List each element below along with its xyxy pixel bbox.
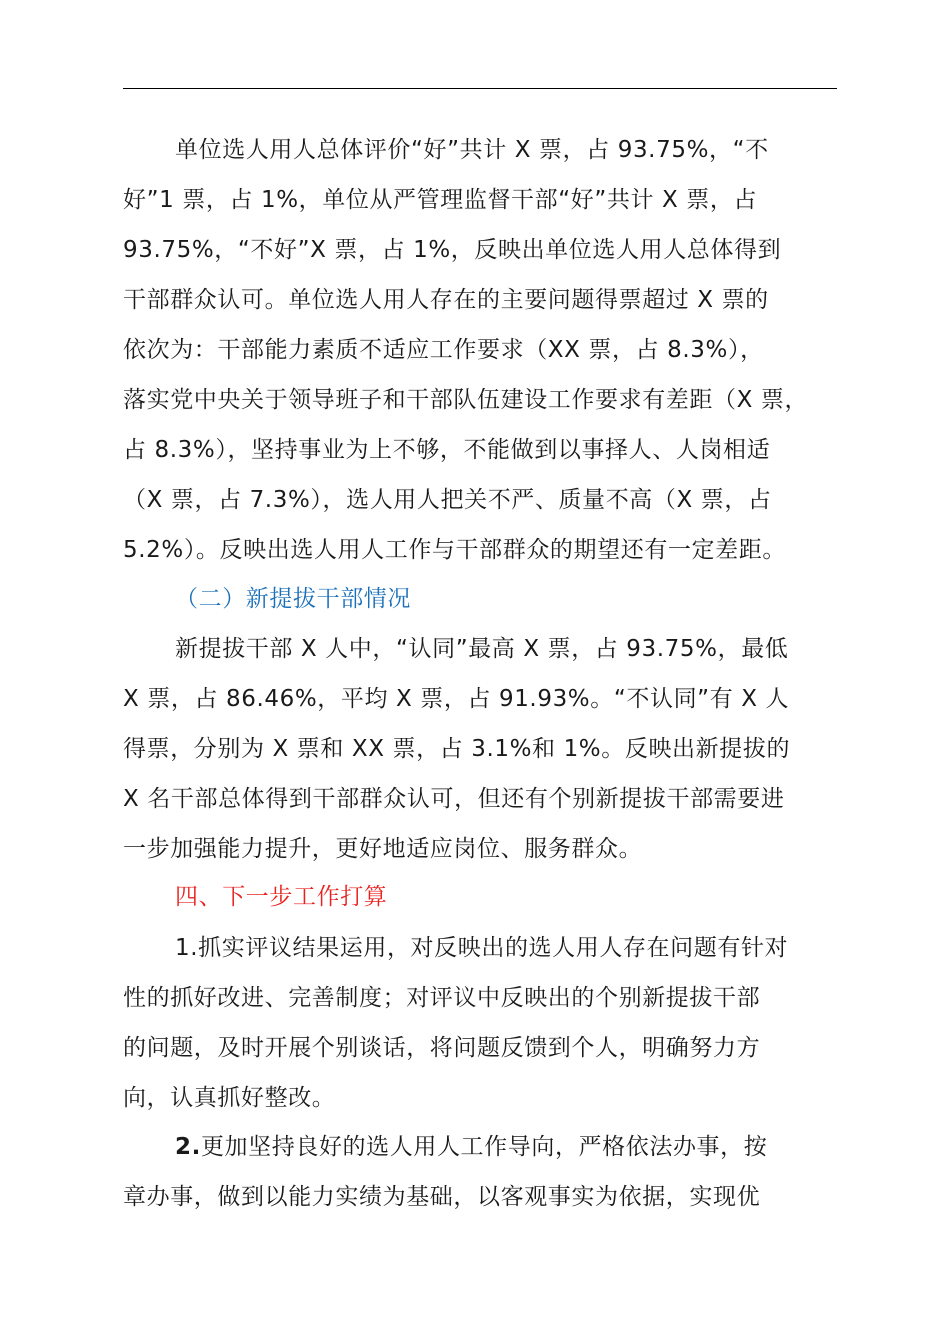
paragraph-line: 占 8.3%），坚持事业为上不够，不能做到以事择人、人岗相适 (123, 437, 771, 463)
paragraph-line: 5.2%）。反映出选人用人工作与干部群众的期望还有一定差距。 (123, 537, 786, 563)
item-text: 更加坚持良好的选人用人工作导向，严格依法办事，按 (200, 1134, 768, 1160)
paragraph-line: 性的抓好改进、完善制度；对评议中反映出的个别新提拔干部 (123, 985, 761, 1011)
paragraph-line: 单位选人用人总体评价“好”共计 X 票，占 93.75%，“不 (175, 137, 769, 163)
paragraph-line: 得票，分别为 X 票和 XX 票，占 3.1%和 1%。反映出新提拔的 (123, 736, 791, 762)
paragraph-line: 好”1 票，占 1%，单位从严管理监督干部“好”共计 X 票，占 (123, 187, 758, 213)
paragraph-line: 的问题，及时开展个别谈话，将问题反馈到个人，明确努力方 (123, 1035, 761, 1061)
section-heading-new-cadres: （二）新提拔干部情况 (175, 586, 411, 612)
paragraph-line: 依次为：干部能力素质不适应工作要求（XX 票，占 8.3%）， (123, 337, 764, 363)
paragraph-line: X 名干部总体得到干部群众认可，但还有个别新提拔干部需要进 (123, 786, 785, 812)
item-number: 2. (175, 1134, 201, 1160)
section-heading-next-steps: 四、下一步工作打算 (175, 884, 388, 910)
paragraph-line: （X 票，占 7.3%），选人用人把关不严、质量不高（X 票，占 (123, 487, 772, 513)
paragraph-line: 落实党中央关于领导班子和干部队伍建设工作要求有差距（X 票， (123, 387, 809, 413)
paragraph-line: 章办事，做到以能力实绩为基础，以客观事实为依据，实现优 (123, 1184, 761, 1210)
paragraph-line: 一步加强能力提升，更好地适应岗位、服务群众。 (123, 836, 643, 862)
paragraph-line: 1.抓实评议结果运用，对反映出的选人用人存在问题有针对 (175, 935, 789, 961)
paragraph-line: 干部群众认可。单位选人用人存在的主要问题得票超过 X 票的 (123, 287, 769, 313)
paragraph-line: 93.75%，“不好”X 票，占 1%，反映出单位选人用人总体得到 (123, 237, 782, 263)
paragraph-line: 向，认真抓好整改。 (123, 1085, 336, 1111)
paragraph-line (175, 1132, 767, 1162)
paragraph-line: 新提拔干部 X 人中，“认同”最高 X 票，占 93.75%，最低 (175, 636, 789, 662)
paragraph-line: X 票，占 86.46%，平均 X 票，占 91.93%。“不认同”有 X 人 (123, 686, 790, 712)
header-rule (123, 88, 837, 89)
